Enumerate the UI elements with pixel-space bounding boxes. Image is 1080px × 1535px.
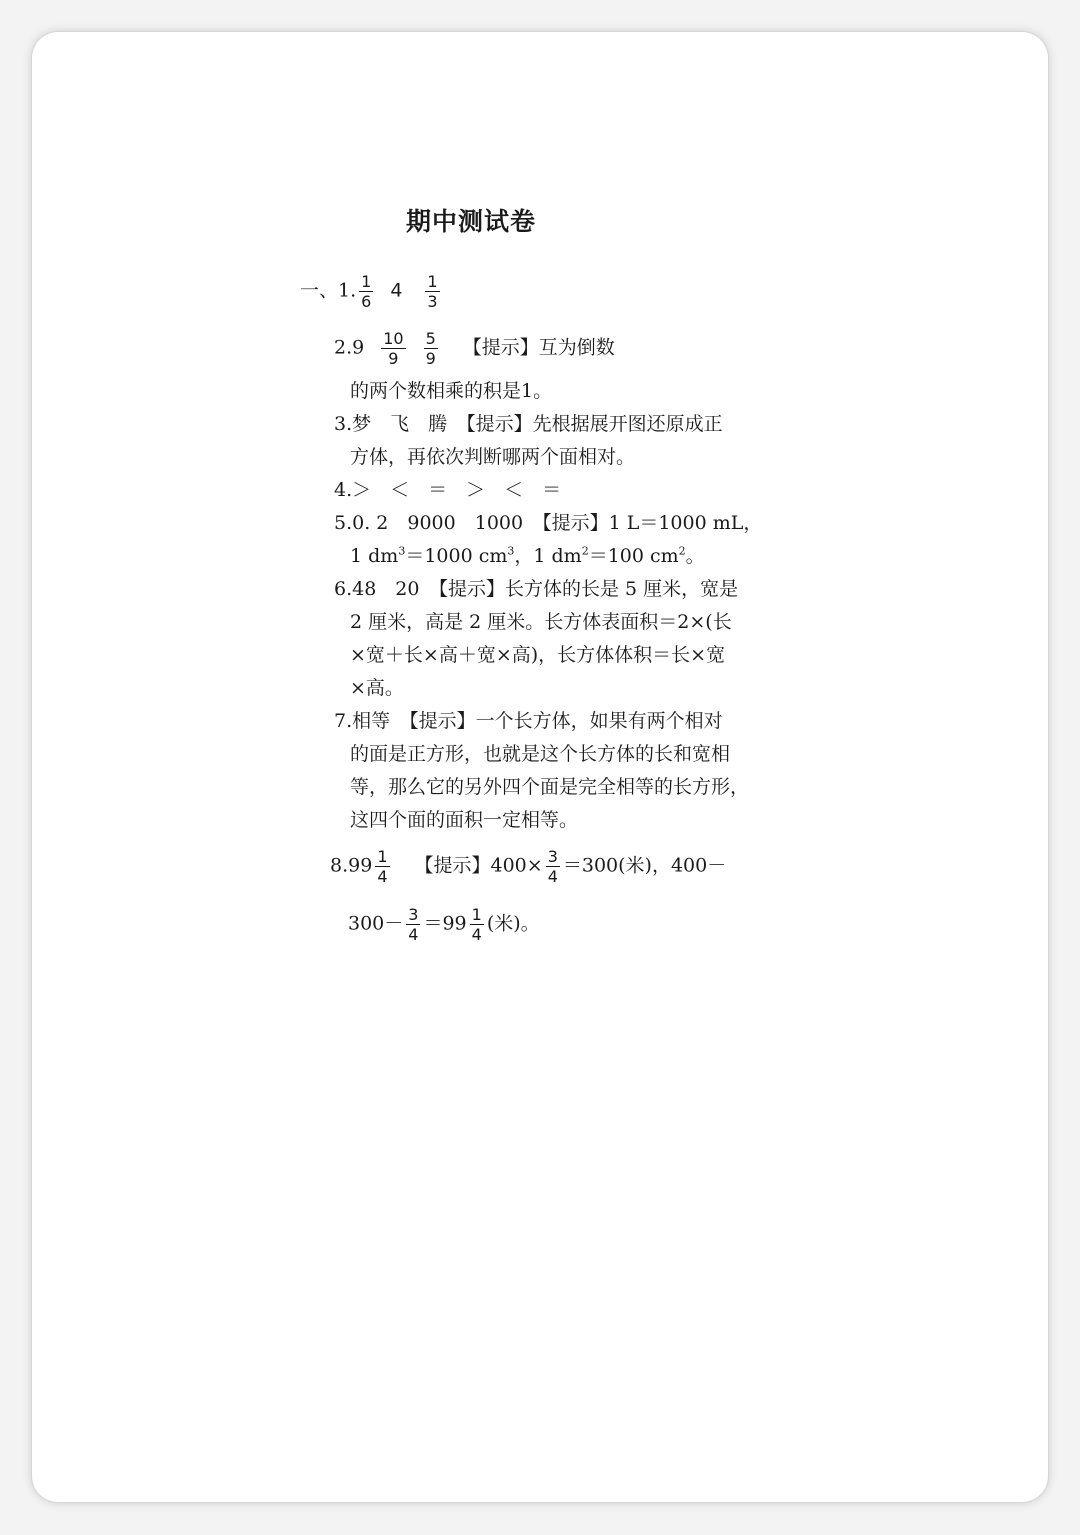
answer-8-label: 8.99 bbox=[330, 854, 373, 877]
answer-4-line-1: 4.＞ ＜ ＝ ＞ ＜ ＝ bbox=[334, 479, 562, 501]
numerator: 3 bbox=[547, 847, 558, 866]
answer-8-line-2 bbox=[348, 905, 540, 944]
answer-7-line-2: 的面是正方形，也就是这个长方体的长和宽相 bbox=[350, 743, 731, 765]
hint-text: 【提示】互为倒数 bbox=[462, 336, 615, 359]
text-run: 300－ bbox=[348, 912, 404, 935]
text-run: ＝100 cm bbox=[588, 545, 679, 567]
numerator: 1 bbox=[471, 905, 482, 924]
document-page bbox=[32, 32, 1048, 1502]
fraction bbox=[406, 905, 420, 944]
superscript: 2 bbox=[678, 544, 686, 558]
answer-6-line-3: ×宽＋长×高＋宽×高)，长方体体积＝长×宽 bbox=[350, 644, 726, 666]
text-run: (米)。 bbox=[486, 912, 540, 935]
answer-5-line-2 bbox=[350, 543, 705, 569]
answer-7-line-3: 等，那么它的另外四个面是完全相等的长方形， bbox=[350, 776, 750, 798]
fraction bbox=[424, 329, 438, 368]
superscript: 3 bbox=[507, 544, 515, 558]
text-run: ，1 dm bbox=[514, 545, 582, 567]
answer-1-label: 一、1. bbox=[300, 279, 357, 302]
fraction bbox=[375, 847, 389, 886]
answer-6-line-4: ×高。 bbox=[350, 677, 404, 699]
numerator: 5 bbox=[425, 329, 436, 348]
denominator: 4 bbox=[377, 867, 388, 886]
page-title: 期中测试卷 bbox=[406, 207, 537, 236]
denominator: 4 bbox=[547, 867, 558, 886]
denominator: 4 bbox=[471, 925, 482, 944]
fraction bbox=[546, 847, 560, 886]
numerator: 10 bbox=[383, 329, 404, 348]
answer-1 bbox=[300, 272, 443, 311]
answer-3-line-1: 3.梦 飞 腾 【提示】先根据展开图还原成正 bbox=[334, 413, 723, 435]
fraction bbox=[425, 272, 439, 311]
answer-7-line-4: 这四个面的面积一定相等。 bbox=[350, 809, 579, 831]
numerator: 3 bbox=[408, 905, 419, 924]
fraction bbox=[470, 905, 484, 944]
fraction bbox=[359, 272, 373, 311]
hint-text: 【提示】400× bbox=[414, 854, 543, 877]
text-run: ＝300(米)，400－ bbox=[562, 854, 727, 877]
answer-5-line-1: 5.0. 2 9000 1000 【提示】1 L＝1000 mL， bbox=[334, 512, 763, 534]
denominator: 9 bbox=[425, 349, 436, 368]
answer-2-line-2: 的两个数相乘的积是1。 bbox=[350, 380, 553, 402]
answer-8-line-1 bbox=[330, 847, 726, 886]
answer-6-line-2: 2 厘米，高是 2 厘米。长方体表面积＝2×(长 bbox=[350, 611, 732, 633]
text-run: ＝99 bbox=[423, 912, 467, 935]
answer-3-line-2: 方体，再依次判断哪两个面相对。 bbox=[350, 446, 636, 468]
numerator: 1 bbox=[377, 847, 388, 866]
answer-2 bbox=[334, 329, 615, 368]
numerator: 1 bbox=[361, 272, 372, 291]
fraction bbox=[381, 329, 405, 368]
answer-1-value: 4 bbox=[390, 279, 403, 302]
text-run: ＝1000 cm bbox=[405, 545, 508, 567]
answer-7-line-1: 7.相等 【提示】一个长方体，如果有两个相对 bbox=[334, 710, 723, 732]
denominator: 9 bbox=[388, 349, 399, 368]
numerator: 1 bbox=[427, 272, 438, 291]
superscript: 3 bbox=[398, 544, 406, 558]
denominator: 6 bbox=[361, 292, 372, 311]
answer-6-line-1: 6.48 20 【提示】长方体的长是 5 厘米，宽是 bbox=[334, 578, 739, 600]
text-run: 。 bbox=[685, 545, 705, 567]
superscript: 2 bbox=[581, 544, 589, 558]
answer-2-label: 2.9 bbox=[334, 336, 365, 359]
text-run: 1 dm bbox=[350, 545, 399, 567]
denominator: 4 bbox=[408, 925, 419, 944]
denominator: 3 bbox=[427, 292, 438, 311]
